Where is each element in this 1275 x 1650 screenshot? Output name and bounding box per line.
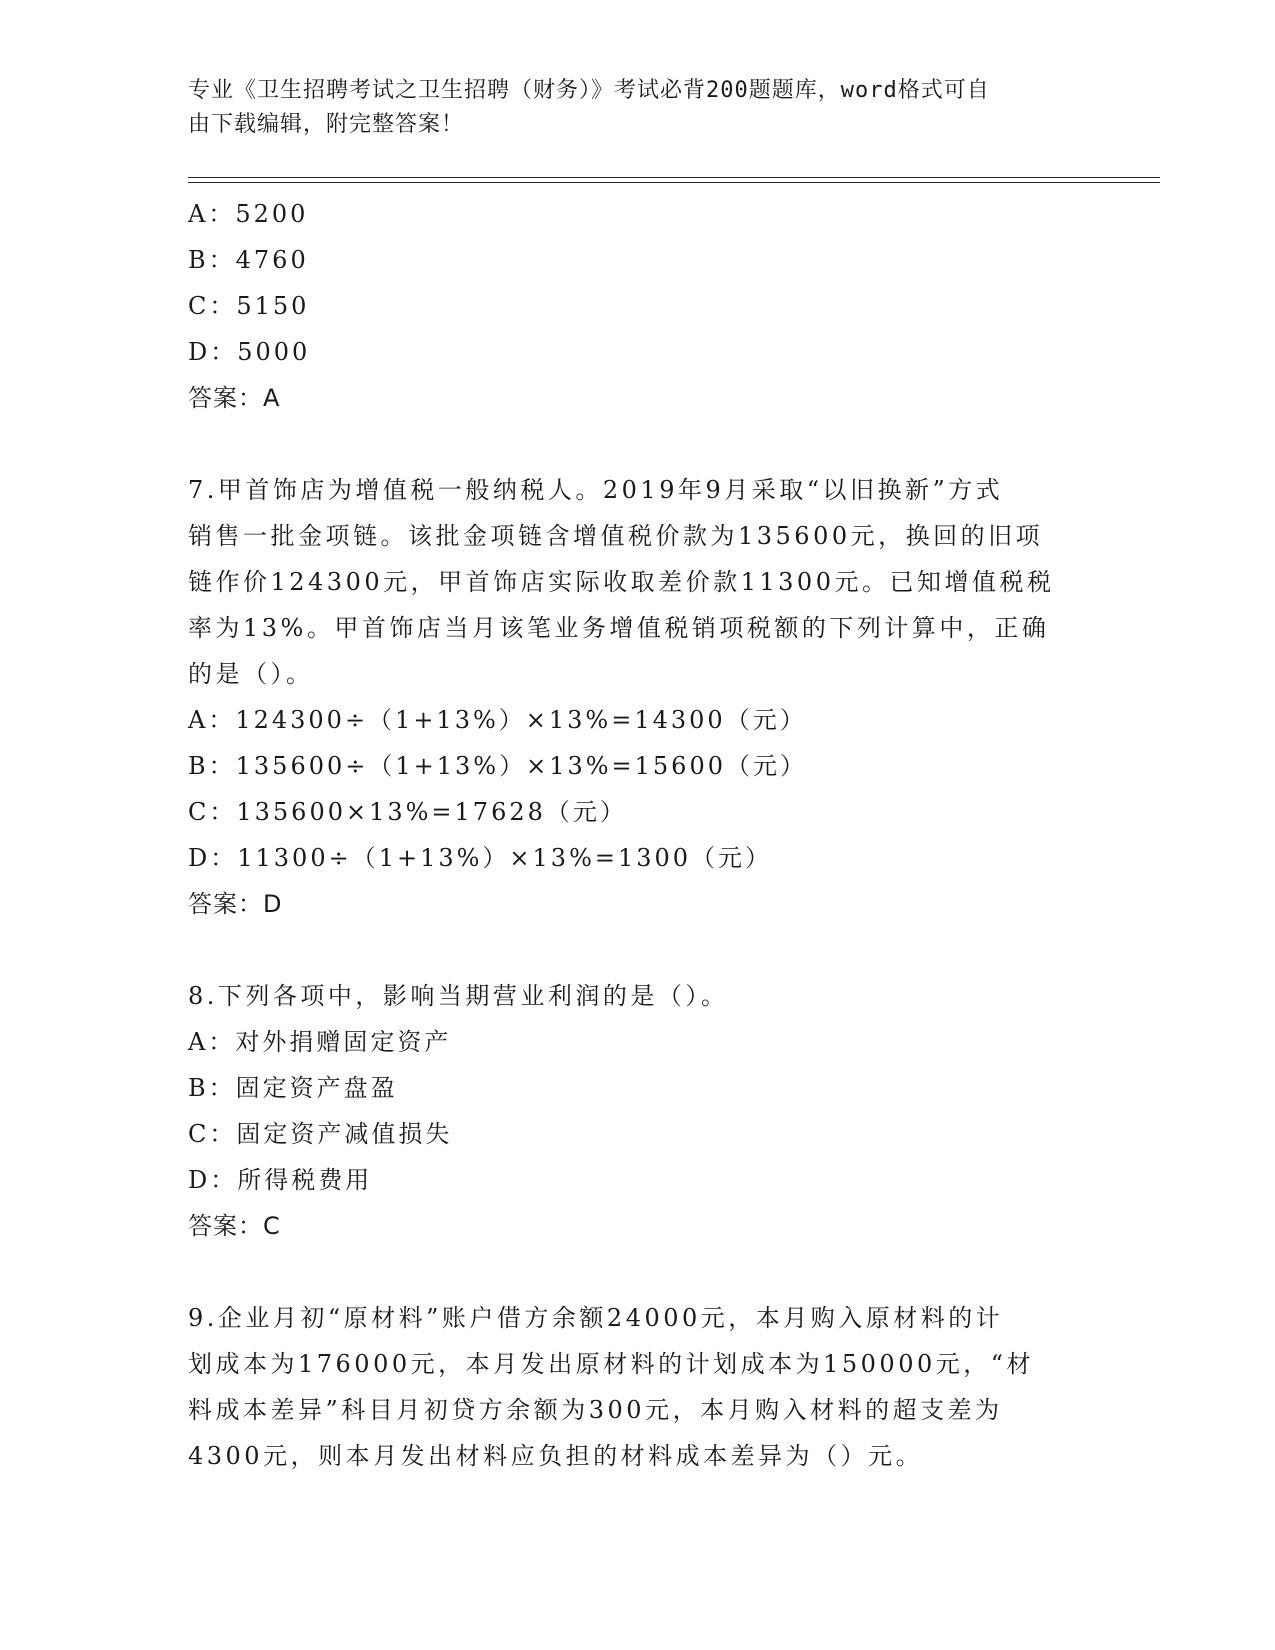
stem-line: 料成本差异”科目月初贷方余额为300元，本月购入材料的超支差为 <box>188 1396 1003 1424</box>
stem-line: 销售一批金项链。该批金项链含增值税价款为135600元，换回的旧项 <box>188 522 1044 550</box>
answer-line: 答案：D <box>188 890 283 918</box>
question-7 <box>188 467 1088 927</box>
option-c: C：固定资产减值损失 <box>188 1120 453 1148</box>
option-a: A：对外捐赠固定资产 <box>188 1028 452 1056</box>
spacer <box>188 927 1088 973</box>
stem-line: 的是（）。 <box>188 660 314 688</box>
header-line-1: 专业《卫生招聘考试之卫生招聘（财务）》考试必背200题题库，word格式可自 <box>188 78 990 103</box>
question-stem <box>188 1295 1088 1479</box>
question-8 <box>188 973 1088 1249</box>
question-6 <box>188 191 1088 421</box>
answer-line: 答案：A <box>188 384 281 412</box>
stem-line: 4300元，则本月发出材料应负担的材料成本差异为（）元。 <box>188 1442 924 1470</box>
option-b: B：固定资产盘盈 <box>188 1074 398 1102</box>
stem-line: 率为13%。甲首饰店当月该笔业务增值税销项税额的下列计算中，正确 <box>188 614 1050 642</box>
stem-line: 7.甲首饰店为增值税一般纳税人。2019年9月采取“以旧换新”方式 <box>188 476 1004 504</box>
option-a: A：124300÷（1+13%）×13%=14300（元） <box>188 706 807 734</box>
option-b: B：4760 <box>188 246 309 274</box>
spacer <box>188 421 1088 467</box>
option-d: D：5000 <box>188 338 311 366</box>
option-d: D：所得税费用 <box>188 1166 373 1194</box>
question-content <box>188 191 1088 1479</box>
question-stem <box>188 973 1088 1019</box>
option-c: C：135600×13%=17628（元） <box>188 798 627 826</box>
header-line-2: 由下载编辑，附完整答案！ <box>188 112 465 137</box>
option-c: C：5150 <box>188 292 310 320</box>
spacer <box>188 1249 1088 1295</box>
document-header <box>188 74 1068 142</box>
stem-line: 8.下列各项中，影响当期营业利润的是（）。 <box>188 982 729 1010</box>
question-stem <box>188 467 1088 697</box>
stem-line: 9.企业月初“原材料”账户借方余额24000元，本月购入原材料的计 <box>188 1304 1004 1332</box>
option-b: B：135600÷（1+13%）×13%=15600（元） <box>188 752 807 780</box>
answer-line: 答案：C <box>188 1212 281 1240</box>
question-9 <box>188 1295 1088 1479</box>
stem-line: 链作价124300元，甲首饰店实际收取差价款11300元。已知增值税税 <box>188 568 1055 596</box>
option-d: D：11300÷（1+13%）×13%=1300（元） <box>188 844 773 872</box>
stem-line: 划成本为176000元，本月发出原材料的计划成本为150000元，“材 <box>188 1350 1035 1378</box>
header-divider-bottom <box>188 182 1160 183</box>
header-divider-top <box>188 177 1160 178</box>
option-a: A：5200 <box>188 200 309 228</box>
